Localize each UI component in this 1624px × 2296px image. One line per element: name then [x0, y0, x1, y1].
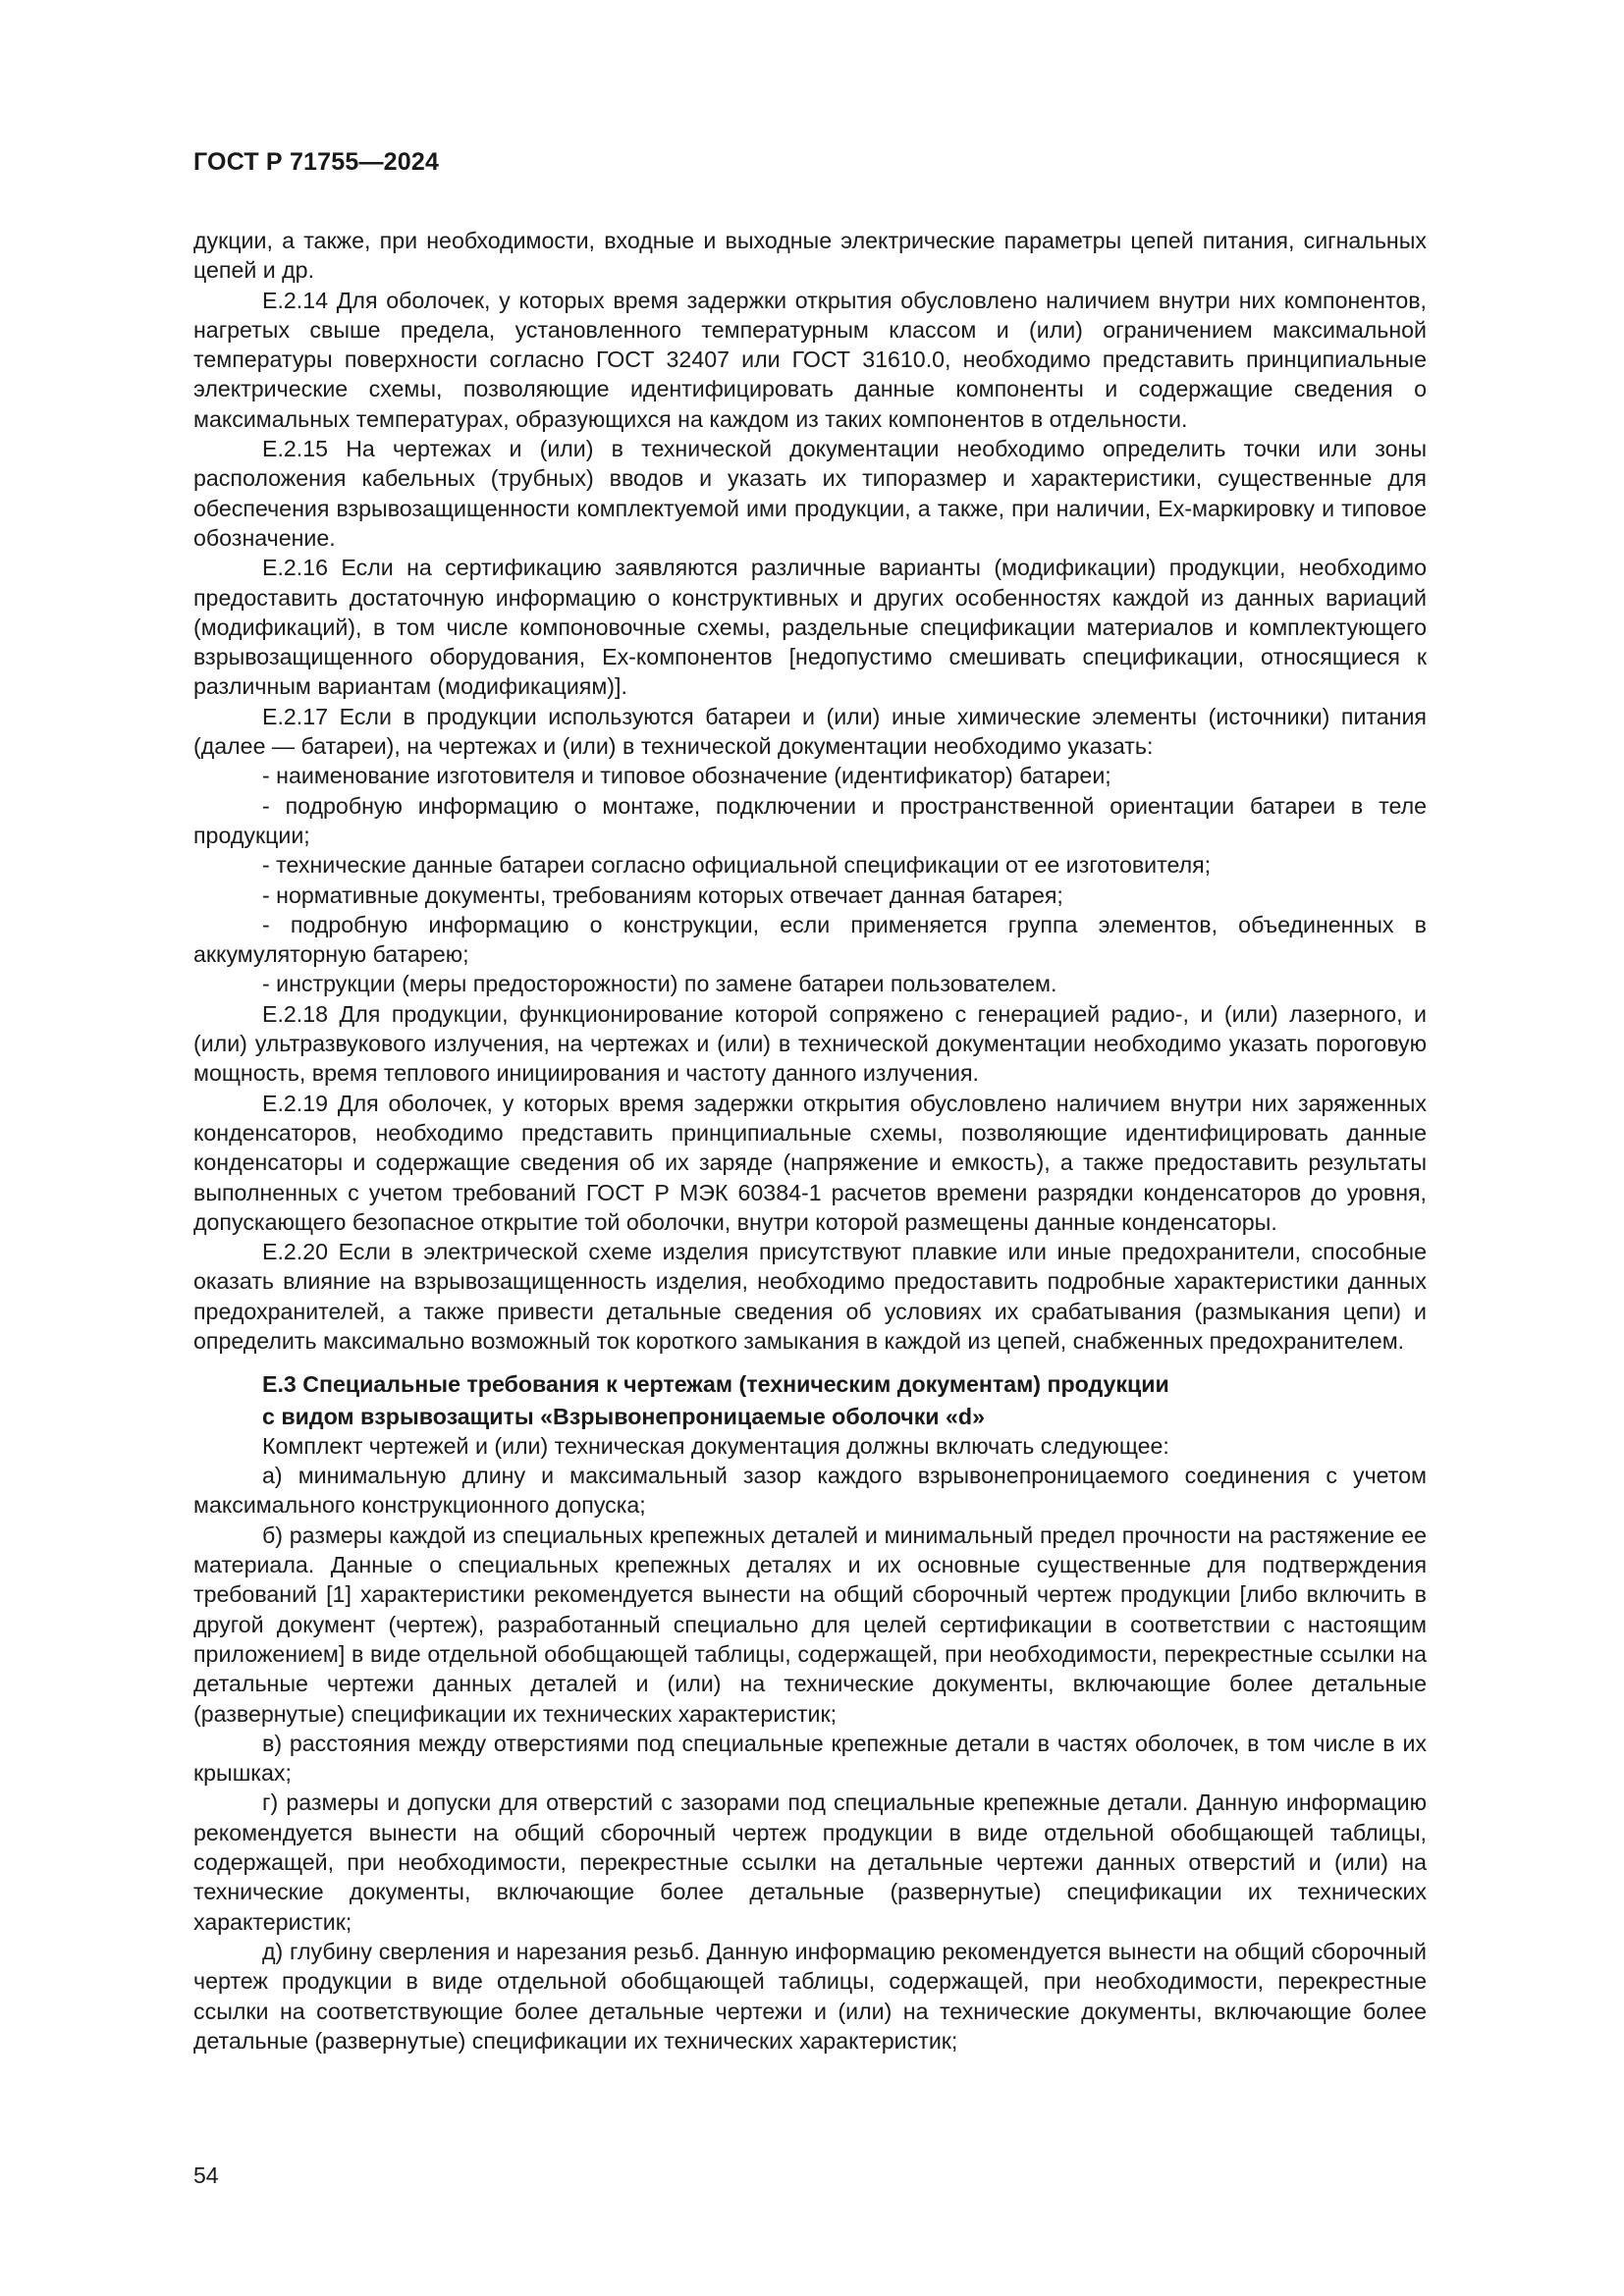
paragraph-e-3-intro: Комплект чертежей и (или) техническая документация должны включать следующее: — [262, 1432, 1169, 1459]
list-item-battery-construction: - подробную информацию о конструкции, если применяется группа элементов, объединенных в аккумуляторную батарею; — [193, 911, 1427, 968]
section-heading-e-3-line-2: с видом взрывозащиты «Взрывонепроницаемые оболочки «d» — [262, 1403, 985, 1429]
paragraph-e-2-20: Е.2.20 Если в электрической схеме изделия присутствуют плавкие или иные предохранители, способные оказать влияние на взрывозащищенность изделия, необходимо предоставить подробные характеристики данных предохранителей, а также привести детальные сведения об условиях их срабатывания (размыкания цепи) и определить максимально возможный ток короткого замыкания в каждой из цепей, снабженных предохранителем. — [193, 1239, 1427, 1354]
list-item-battery-replacement: - инструкции (меры предосторожности) по замене батареи пользователем. — [262, 971, 1057, 997]
list-item-v: в) расстояния между отверстиями под специальные крепежные детали в частях оболочек, в том числе в их крышках; — [193, 1730, 1427, 1787]
list-item-b: б) размеры каждой из специальных крепежных деталей и минимальный предел прочности на растяжение ее материала. Данные о специальных крепежных деталях и их основные существенные для подтверждения требований [1] характеристики рекомендуется вынести на общий сборочный чертеж продукции [либо включить в другой документ (чертеж), разработанный специально для целей сертификации в соответствии с настоящим приложением] в виде отдельной обобщающей таблицы, содержащей, при необходимости, перекрестные ссылки на детальные чертежи данных деталей и (или) на технические документы, включающие более детальные (развернутые) спецификации их технических характеристик; — [193, 1522, 1427, 1727]
document-code-header: ГОСТ Р 71755—2024 — [193, 148, 440, 176]
paragraph-e-2-17: Е.2.17 Если в продукции используются батареи и (или) иные химические элементы (источники) питания (далее — батареи), на чертежах и (или) в технической документации необходимо указать: — [193, 703, 1427, 760]
list-item-a: а) минимальную длину и максимальный зазор каждого взрывонепроницаемого соединения с учетом максимального конструкционного допуска; — [193, 1463, 1427, 1519]
paragraph-e-2-16: Е.2.16 Если на сертификацию заявляются различные варианты (модификации) продукции, необходимо предоставить достаточную информацию о конструктивных и других особенностях каждой из данных вариаций (модификаций), в том числе компоновочные схемы, раздельные спецификации материалов и комплектующего взрывозащищенного оборудования, Ex-компонентов [недопустимо смешивать спецификации, относящиеся к различным вариантам (модификациям)]. — [193, 555, 1427, 700]
list-item-battery-specs: - технические данные батареи согласно официальной спецификации от ее изготовителя; — [262, 852, 1212, 879]
section-heading-e-3-line-1: Е.3 Специальные требования к чертежам (техническим документам) продукции — [262, 1371, 1169, 1398]
list-item-battery-standards: - нормативные документы, требованиям которых отвечает данная батарея; — [262, 881, 1063, 908]
paragraph-e-2-15: Е.2.15 На чертежах и (или) в технической документации необходимо определить точки или зоны расположения кабельных (трубных) вводов и указать их типоразмер и характеристики, существенные для обеспечения взрывозащищенности комплектуемой ими продукции, а также, при наличии, Ex-маркировку и типовое обозначение. — [193, 436, 1427, 551]
list-item-g: г) размеры и допуски для отверстий с зазорами под специальные крепежные детали. Данную информацию рекомендуется вынести на общий сборочный чертеж продукции в виде отдельной обобщающей таблицы, содержащей, при необходимости, перекрестные ссылки на детальные чертежи данных отверстий и (или) на технические документы, включающие более детальные (развернутые) спецификации их технических характеристик; — [193, 1789, 1427, 1935]
page-number: 54 — [193, 2163, 219, 2188]
paragraph-continuation: дукции, а также, при необходимости, входные и выходные электрические параметры цепей питания, сигнальных цепей и др. — [193, 228, 1427, 284]
list-item-battery-manufacturer: - наименование изготовителя и типовое обозначение (идентификатор) батареи; — [262, 763, 1111, 789]
paragraph-e-2-18: Е.2.18 Для продукции, функционирование которой сопряжено с генерацией радио-, и (или) лазерного, и (или) ультразвукового излучения, на чертежах и (или) в технической документации необходимо указать пороговую мощность, время теплового инициирования и частоту данного излучения. — [193, 1000, 1427, 1087]
list-item-battery-mounting: - подробную информацию о монтаже, подключении и пространственной ориентации батареи в теле продукции; — [193, 792, 1427, 848]
paragraph-e-2-14: Е.2.14 Для оболочек, у которых время задержки открытия обусловлено наличием внутри них компонентов, нагретых свыше предела, установленного температурным классом и (или) ограничением максимальной температуры поверхности согласно ГОСТ 32407 или ГОСТ 31610.0, необходимо представить принципиальные электрические схемы, позволяющие идентифицировать данные компоненты и содержащие сведения о максимальных температурах, образующихся на каждом из таких компонентов в отдельности. — [193, 287, 1427, 432]
paragraph-e-2-19: Е.2.19 Для оболочек, у которых время задержки открытия обусловлено наличием внутри них заряженных конденсаторов, необходимо представить принципиальные схемы, позволяющие идентифицировать данные конденсаторы и содержащие сведения об их заряде (напряжение и емкость), а также предоставить результаты выполненных с учетом требований ГОСТ Р МЭК 60384-1 расчетов времени разрядки конденсаторов до уровня, допускающего безопасное открытие той оболочки, внутри которой размещены данные конденсаторы. — [193, 1090, 1427, 1235]
list-item-d: д) глубину сверления и нарезания резьб. Данную информацию рекомендуется вынести на общий сборочный чертеж продукции в виде отдельной обобщающей таблицы, содержащей, при необходимости, перекрестные ссылки на соответствующие более детальные чертежи и (или) на технические документы, включающие более детальные (развернутые) спецификации их технических характеристик; — [193, 1938, 1427, 2054]
page-body — [193, 226, 1427, 2056]
